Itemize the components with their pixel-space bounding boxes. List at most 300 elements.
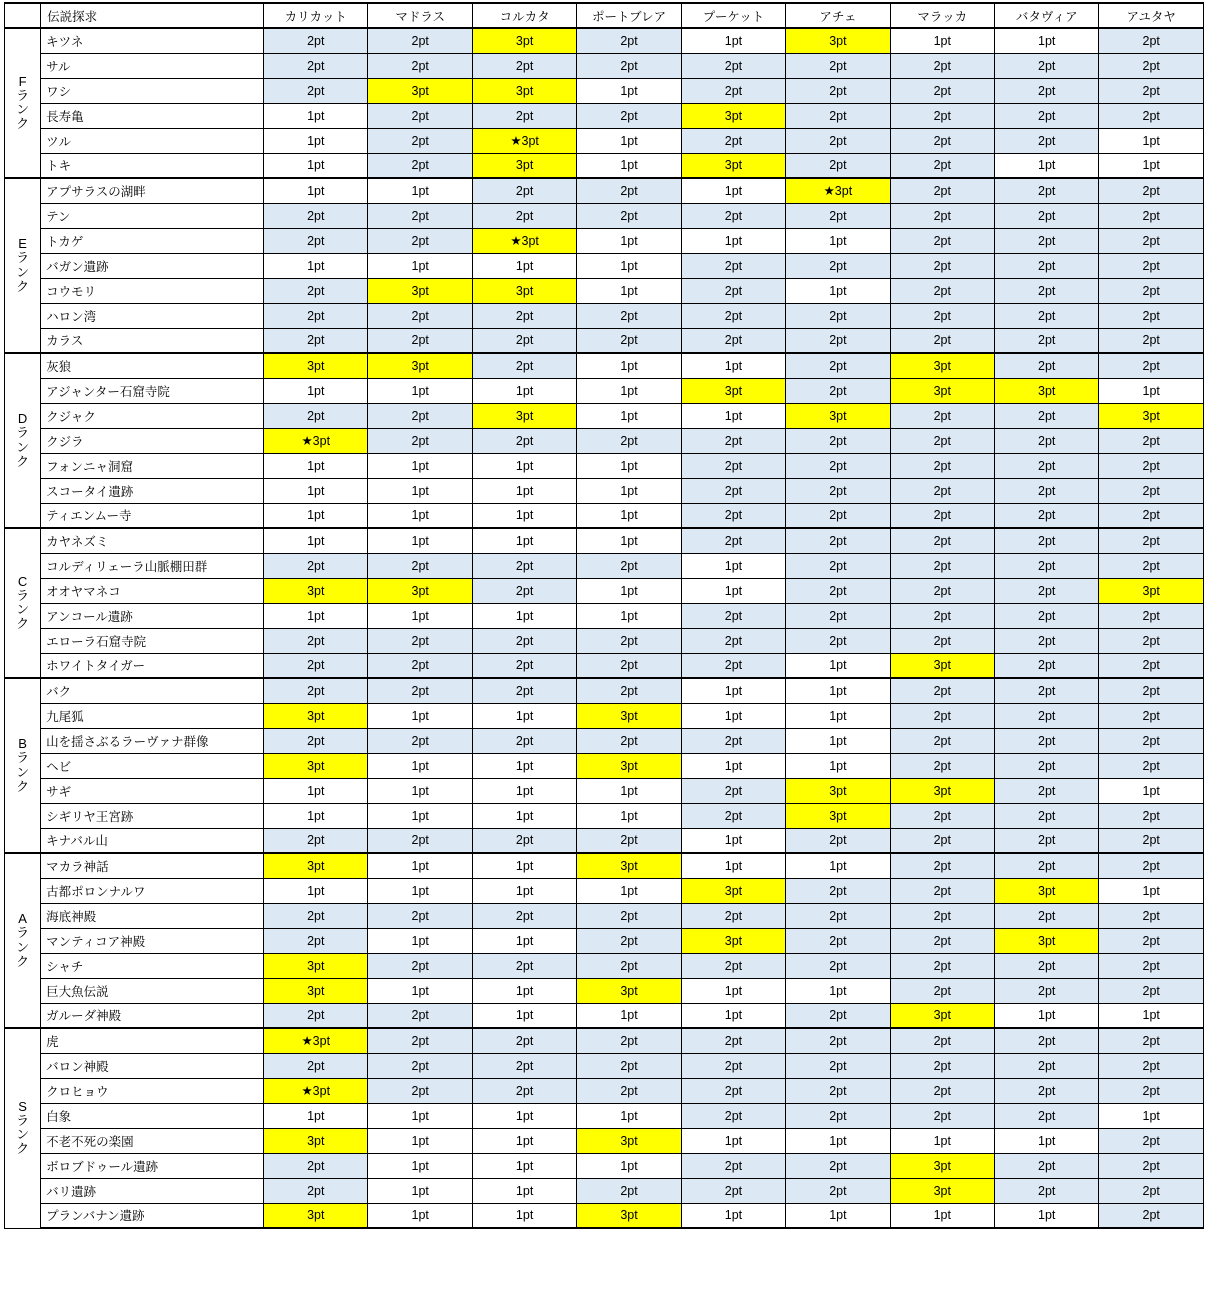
point-cell: 2pt <box>577 178 681 203</box>
point-cell: 2pt <box>890 103 994 128</box>
point-cell: 1pt <box>786 678 890 703</box>
quest-name: 海底神殿 <box>41 903 264 928</box>
point-cell: 2pt <box>472 428 576 453</box>
point-cell: 2pt <box>786 1178 890 1203</box>
point-cell: 1pt <box>264 178 368 203</box>
point-cell: 2pt <box>890 703 994 728</box>
table-row <box>5 728 1204 753</box>
point-cell: 2pt <box>995 128 1099 153</box>
point-cell: 2pt <box>786 153 890 178</box>
point-cell: 2pt <box>786 53 890 78</box>
point-cell: 2pt <box>995 653 1099 678</box>
table-row <box>5 803 1204 828</box>
point-cell: 1pt <box>368 603 472 628</box>
point-cell: 2pt <box>995 978 1099 1003</box>
point-cell: 3pt <box>1099 578 1204 603</box>
rank-label: S ラ ン ク <box>5 1028 41 1228</box>
point-cell: 2pt <box>890 1053 994 1078</box>
point-cell: 1pt <box>786 853 890 878</box>
point-cell: 1pt <box>995 1203 1099 1228</box>
point-cell: 1pt <box>577 453 681 478</box>
point-cell: 2pt <box>368 1078 472 1103</box>
point-cell: 3pt <box>368 278 472 303</box>
point-cell: 2pt <box>368 328 472 353</box>
point-cell: 1pt <box>264 478 368 503</box>
table-row <box>5 528 1204 553</box>
quest-name: クジャク <box>41 403 264 428</box>
point-cell: 3pt <box>264 703 368 728</box>
point-cell: 2pt <box>472 678 576 703</box>
point-cell: 1pt <box>577 1153 681 1178</box>
quest-name: ティエンムー寺 <box>41 503 264 528</box>
point-cell: ★3pt <box>786 178 890 203</box>
quest-name: ボロブドゥール遺跡 <box>41 1153 264 1178</box>
point-cell: 2pt <box>995 353 1099 378</box>
point-cell: 2pt <box>472 553 576 578</box>
point-cell: 2pt <box>995 303 1099 328</box>
point-cell: 2pt <box>264 1003 368 1028</box>
point-cell: 1pt <box>577 878 681 903</box>
quest-name: コウモリ <box>41 278 264 303</box>
point-cell: 2pt <box>264 928 368 953</box>
point-cell: 2pt <box>786 428 890 453</box>
point-cell: 1pt <box>264 803 368 828</box>
point-cell: 1pt <box>264 128 368 153</box>
point-cell: 2pt <box>264 78 368 103</box>
point-cell: 1pt <box>577 153 681 178</box>
point-cell: 2pt <box>368 1028 472 1053</box>
point-cell: 2pt <box>472 628 576 653</box>
quest-name: 山を揺さぶるラーヴァナ群像 <box>41 728 264 753</box>
table-row <box>5 178 1204 203</box>
point-cell: 2pt <box>577 828 681 853</box>
point-cell: 2pt <box>681 653 785 678</box>
point-cell: 2pt <box>577 328 681 353</box>
point-cell: 3pt <box>681 103 785 128</box>
point-cell: 2pt <box>995 253 1099 278</box>
point-cell: 3pt <box>368 78 472 103</box>
point-cell: 3pt <box>264 753 368 778</box>
point-cell: 2pt <box>577 53 681 78</box>
point-cell: 1pt <box>368 1128 472 1153</box>
point-cell: 2pt <box>472 1028 576 1053</box>
point-cell: 1pt <box>995 153 1099 178</box>
point-cell: 1pt <box>368 928 472 953</box>
point-cell: 3pt <box>472 78 576 103</box>
point-cell: 2pt <box>995 228 1099 253</box>
table-header-row <box>5 3 1204 28</box>
point-cell: 2pt <box>472 728 576 753</box>
table-row <box>5 553 1204 578</box>
point-cell: 1pt <box>472 1103 576 1128</box>
point-cell: 2pt <box>890 953 994 978</box>
point-cell: 2pt <box>995 1078 1099 1103</box>
table-row <box>5 778 1204 803</box>
point-cell: 2pt <box>577 303 681 328</box>
point-cell: 2pt <box>995 278 1099 303</box>
point-cell: 1pt <box>472 1178 576 1203</box>
point-cell: 2pt <box>890 203 994 228</box>
quest-name: ヘビ <box>41 753 264 778</box>
point-cell: 1pt <box>368 778 472 803</box>
quest-name: アジャンター石窟寺院 <box>41 378 264 403</box>
point-cell: 1pt <box>681 28 785 53</box>
point-cell: 2pt <box>368 728 472 753</box>
point-cell: 2pt <box>577 28 681 53</box>
point-cell: 2pt <box>995 553 1099 578</box>
point-cell: 2pt <box>472 203 576 228</box>
point-cell: 2pt <box>264 53 368 78</box>
quest-name: ガルーダ神殿 <box>41 1003 264 1028</box>
rank-label: E ラ ン ク <box>5 178 41 353</box>
point-cell: 2pt <box>1099 853 1204 878</box>
point-cell: 2pt <box>995 103 1099 128</box>
point-cell: 3pt <box>786 28 890 53</box>
point-cell: 2pt <box>890 328 994 353</box>
table-row <box>5 878 1204 903</box>
point-cell: 1pt <box>786 1128 890 1153</box>
point-cell: 2pt <box>995 478 1099 503</box>
quest-name: ツル <box>41 128 264 153</box>
quest-name: カラス <box>41 328 264 353</box>
point-cell: 1pt <box>681 678 785 703</box>
point-cell: 1pt <box>786 1203 890 1228</box>
point-cell: 3pt <box>890 378 994 403</box>
point-cell: 2pt <box>995 403 1099 428</box>
rank-label: F ラ ン ク <box>5 28 41 178</box>
point-cell: 3pt <box>681 153 785 178</box>
point-cell: 2pt <box>786 503 890 528</box>
quest-name: エローラ石窟寺院 <box>41 628 264 653</box>
point-cell: 1pt <box>472 1003 576 1028</box>
point-cell: 3pt <box>472 403 576 428</box>
point-cell: 2pt <box>1099 78 1204 103</box>
header-city-5: アチェ <box>786 3 890 28</box>
point-cell: 2pt <box>472 953 576 978</box>
table-row <box>5 1003 1204 1028</box>
point-cell: 2pt <box>890 528 994 553</box>
point-cell: 2pt <box>681 1028 785 1053</box>
point-cell: 3pt <box>890 353 994 378</box>
point-cell: 2pt <box>890 1078 994 1103</box>
point-cell: 2pt <box>890 553 994 578</box>
point-cell: 2pt <box>681 128 785 153</box>
point-cell: 2pt <box>368 553 472 578</box>
point-cell: 1pt <box>264 103 368 128</box>
quest-name: クジラ <box>41 428 264 453</box>
header-city-1: マドラス <box>368 3 472 28</box>
point-cell: 2pt <box>681 728 785 753</box>
table-row <box>5 128 1204 153</box>
table-row <box>5 1053 1204 1078</box>
point-cell: ★3pt <box>264 428 368 453</box>
point-cell: 2pt <box>264 828 368 853</box>
point-cell: ★3pt <box>472 128 576 153</box>
point-cell: 2pt <box>577 1028 681 1053</box>
point-cell: 1pt <box>1099 778 1204 803</box>
point-cell: 2pt <box>577 1078 681 1103</box>
point-cell: 2pt <box>890 53 994 78</box>
point-cell: 2pt <box>786 378 890 403</box>
point-cell: 1pt <box>786 978 890 1003</box>
point-cell: 1pt <box>577 228 681 253</box>
point-cell: 2pt <box>995 953 1099 978</box>
table-row <box>5 1153 1204 1178</box>
point-cell: 1pt <box>472 528 576 553</box>
point-cell: 2pt <box>1099 678 1204 703</box>
point-cell: 2pt <box>1099 1028 1204 1053</box>
point-cell: 1pt <box>368 253 472 278</box>
point-cell: 2pt <box>472 653 576 678</box>
point-cell: 2pt <box>995 753 1099 778</box>
point-cell: 2pt <box>890 403 994 428</box>
point-cell: 3pt <box>1099 403 1204 428</box>
point-cell: 2pt <box>995 453 1099 478</box>
point-cell: 3pt <box>472 278 576 303</box>
point-cell: 3pt <box>995 378 1099 403</box>
point-cell: 2pt <box>264 728 368 753</box>
point-cell: ★3pt <box>472 228 576 253</box>
point-cell: 1pt <box>368 178 472 203</box>
quest-name: 虎 <box>41 1028 264 1053</box>
point-cell: 1pt <box>264 778 368 803</box>
table-row <box>5 653 1204 678</box>
table-row <box>5 953 1204 978</box>
point-cell: 2pt <box>786 78 890 103</box>
point-cell: 2pt <box>1099 828 1204 853</box>
point-cell: 2pt <box>995 828 1099 853</box>
point-cell: 2pt <box>368 128 472 153</box>
point-cell: 2pt <box>681 903 785 928</box>
point-cell: 2pt <box>264 328 368 353</box>
point-cell: 2pt <box>995 528 1099 553</box>
point-cell: 2pt <box>786 1053 890 1078</box>
point-cell: 2pt <box>995 703 1099 728</box>
point-cell: 2pt <box>786 478 890 503</box>
point-cell: 2pt <box>1099 528 1204 553</box>
quest-name: アンコール遺跡 <box>41 603 264 628</box>
point-cell: 1pt <box>264 528 368 553</box>
point-cell: 2pt <box>472 178 576 203</box>
point-cell: 2pt <box>681 528 785 553</box>
table-row <box>5 853 1204 878</box>
point-cell: 2pt <box>472 828 576 853</box>
point-cell: 2pt <box>264 403 368 428</box>
point-cell: 2pt <box>264 1053 368 1078</box>
table-row <box>5 628 1204 653</box>
table-row <box>5 428 1204 453</box>
point-cell: 1pt <box>264 603 368 628</box>
point-cell: 3pt <box>264 1203 368 1228</box>
point-cell: 2pt <box>890 1028 994 1053</box>
table-row <box>5 203 1204 228</box>
point-cell: 1pt <box>472 928 576 953</box>
table-row <box>5 978 1204 1003</box>
point-cell: 3pt <box>577 853 681 878</box>
point-cell: 2pt <box>1099 1053 1204 1078</box>
point-cell: 2pt <box>890 903 994 928</box>
point-cell: 2pt <box>681 478 785 503</box>
point-cell: 2pt <box>681 1078 785 1103</box>
table-row <box>5 103 1204 128</box>
point-cell: 2pt <box>995 778 1099 803</box>
point-cell: 2pt <box>577 903 681 928</box>
point-cell: 2pt <box>786 528 890 553</box>
point-cell: 2pt <box>1099 928 1204 953</box>
point-cell: 2pt <box>786 928 890 953</box>
point-cell: 1pt <box>577 528 681 553</box>
point-cell: 2pt <box>1099 353 1204 378</box>
point-cell: 2pt <box>577 428 681 453</box>
point-cell: 1pt <box>264 378 368 403</box>
point-cell: 2pt <box>1099 478 1204 503</box>
quest-name: 不老不死の楽園 <box>41 1128 264 1153</box>
point-cell: 2pt <box>368 953 472 978</box>
point-cell: 2pt <box>890 603 994 628</box>
point-cell: 2pt <box>890 978 994 1003</box>
header-rank-spacer <box>5 3 41 28</box>
point-cell: 2pt <box>681 53 785 78</box>
quest-name: マカラ神話 <box>41 853 264 878</box>
point-cell: 2pt <box>890 228 994 253</box>
point-cell: 1pt <box>681 828 785 853</box>
point-cell: 2pt <box>577 103 681 128</box>
point-cell: 2pt <box>995 678 1099 703</box>
point-cell: 2pt <box>786 1078 890 1103</box>
point-cell: 2pt <box>681 1153 785 1178</box>
point-cell: 2pt <box>577 928 681 953</box>
point-cell: 2pt <box>1099 603 1204 628</box>
table-row <box>5 1128 1204 1153</box>
point-cell: 1pt <box>1099 1003 1204 1028</box>
header-city-6: マラッカ <box>890 3 994 28</box>
table-row <box>5 478 1204 503</box>
quest-name: 長寿亀 <box>41 103 264 128</box>
table-row <box>5 928 1204 953</box>
quest-name: 古都ポロンナルワ <box>41 878 264 903</box>
point-cell: 1pt <box>786 753 890 778</box>
point-cell: 2pt <box>890 728 994 753</box>
point-cell: 2pt <box>786 1003 890 1028</box>
point-cell: 3pt <box>264 1128 368 1153</box>
point-cell: 2pt <box>681 803 785 828</box>
quest-name: キナバル山 <box>41 828 264 853</box>
header-quest-name: 伝説探求 <box>41 3 264 28</box>
point-cell: 1pt <box>681 703 785 728</box>
point-cell: 2pt <box>681 453 785 478</box>
quest-name: 九尾狐 <box>41 703 264 728</box>
point-cell: 1pt <box>786 228 890 253</box>
point-cell: 3pt <box>995 928 1099 953</box>
point-cell: 2pt <box>368 28 472 53</box>
point-cell: 1pt <box>264 878 368 903</box>
point-cell: 3pt <box>577 978 681 1003</box>
point-cell: 1pt <box>786 703 890 728</box>
point-cell: 3pt <box>890 1153 994 1178</box>
point-cell: 2pt <box>890 278 994 303</box>
table-row <box>5 603 1204 628</box>
point-cell: 1pt <box>577 78 681 103</box>
point-cell: 2pt <box>890 753 994 778</box>
point-cell: 3pt <box>681 378 785 403</box>
point-cell: 2pt <box>995 428 1099 453</box>
point-cell: 1pt <box>264 253 368 278</box>
point-cell: 1pt <box>577 603 681 628</box>
point-cell: 1pt <box>1099 153 1204 178</box>
point-cell: 2pt <box>995 803 1099 828</box>
quest-name: トキ <box>41 153 264 178</box>
point-cell: 1pt <box>577 128 681 153</box>
point-cell: 2pt <box>1099 28 1204 53</box>
quest-name: コルディリェーラ山脈棚田群 <box>41 553 264 578</box>
quest-name: クロヒョウ <box>41 1078 264 1103</box>
point-cell: 1pt <box>368 478 472 503</box>
point-cell: 1pt <box>890 1203 994 1228</box>
point-cell: 2pt <box>1099 1078 1204 1103</box>
quest-name: 巨大魚伝説 <box>41 978 264 1003</box>
point-cell: 1pt <box>472 453 576 478</box>
point-cell: 3pt <box>577 1128 681 1153</box>
quest-name: シャチ <box>41 953 264 978</box>
point-cell: 1pt <box>577 1003 681 1028</box>
point-cell: 2pt <box>264 678 368 703</box>
point-cell: 1pt <box>681 1203 785 1228</box>
point-cell: 2pt <box>264 28 368 53</box>
point-cell: 2pt <box>786 903 890 928</box>
point-cell: 1pt <box>577 353 681 378</box>
point-cell: 1pt <box>472 753 576 778</box>
point-cell: 2pt <box>890 78 994 103</box>
point-cell: 2pt <box>472 353 576 378</box>
quest-name: スコータイ遺跡 <box>41 478 264 503</box>
point-cell: 2pt <box>264 278 368 303</box>
point-cell: 2pt <box>472 1053 576 1078</box>
point-cell: ★3pt <box>264 1028 368 1053</box>
point-cell: 2pt <box>368 653 472 678</box>
table-row <box>5 903 1204 928</box>
point-cell: 1pt <box>577 578 681 603</box>
point-cell: 2pt <box>786 1028 890 1053</box>
point-cell: 1pt <box>1099 1103 1204 1128</box>
point-cell: 3pt <box>264 953 368 978</box>
point-cell: 2pt <box>264 1178 368 1203</box>
quest-name: フォンニャ洞窟 <box>41 453 264 478</box>
point-cell: 2pt <box>995 603 1099 628</box>
point-cell: 2pt <box>681 953 785 978</box>
point-cell: 3pt <box>890 653 994 678</box>
table-row <box>5 328 1204 353</box>
quest-name: バリ遺跡 <box>41 1178 264 1203</box>
point-cell: 1pt <box>681 753 785 778</box>
point-cell: 2pt <box>1099 1153 1204 1178</box>
point-cell: 2pt <box>577 678 681 703</box>
point-cell: 1pt <box>577 503 681 528</box>
point-cell: 2pt <box>1099 903 1204 928</box>
point-cell: 1pt <box>472 503 576 528</box>
point-cell: 3pt <box>577 703 681 728</box>
point-cell: 2pt <box>890 1103 994 1128</box>
point-cell: 1pt <box>681 1003 785 1028</box>
point-cell: 2pt <box>577 553 681 578</box>
point-cell: 2pt <box>368 903 472 928</box>
point-cell: 2pt <box>1099 103 1204 128</box>
point-cell: 2pt <box>786 303 890 328</box>
point-cell: 1pt <box>472 853 576 878</box>
point-cell: 1pt <box>890 28 994 53</box>
table-row <box>5 153 1204 178</box>
point-cell: 2pt <box>890 828 994 853</box>
point-cell: 1pt <box>368 1103 472 1128</box>
